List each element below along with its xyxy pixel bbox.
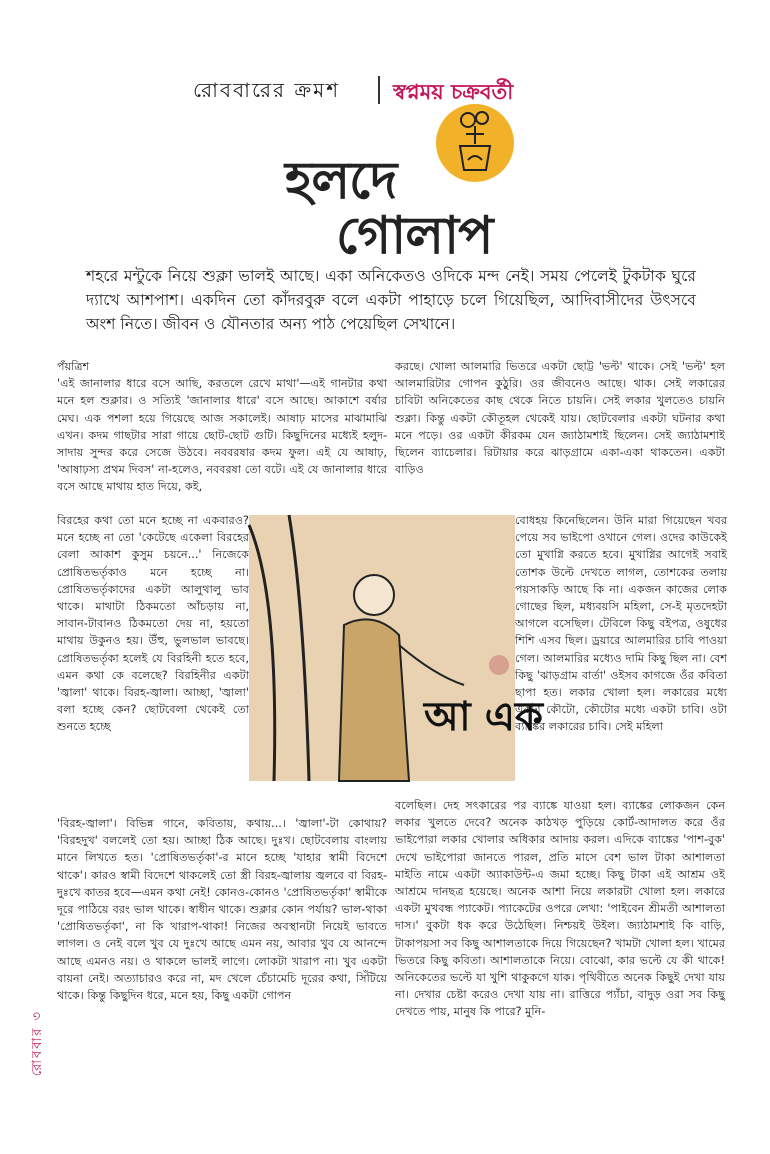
- flower-pot-emblem: [436, 104, 514, 182]
- series-label: রোববারের ক্রমশ: [193, 78, 341, 102]
- column-left-bottom: [57, 815, 387, 1004]
- author-name: স্বপ্নময় চক্রবর্তী: [393, 80, 514, 104]
- story-illustration: [249, 515, 543, 781]
- column-left-top: [57, 358, 387, 496]
- paragraph: করছে। খোলা আলমারি ভিতরে একটা ছোট্ট 'ভল্ট' থাকে। সেই 'ভল্ট' হল আলমারিটার গোপন কুঠুরি। ওর জীবনেও আছে। থাক। সেই লকারের চাবিটা অনিকেতের কাছ থেকে নিতে চায়নি। সেই লকার খুলতেও চায়নি শুক্লা। কিন্তু একটা কৌতূহল থেকেই যায়। ছোটবেলার একটা ঘটনার কথা মনে পড়ে। ওর একটা কীরকম যেন জ্যাঠামশাই ছিলেন। সেই জ্যাঠামশাই ছিলেন ব্যাচেলার। রিটায়ার করে ঝাড়গ্রামে একা-একা থাকতেন। একটা বাড়িও: [395, 360, 725, 477]
- paragraph: বোধহয় কিনেছিলেন। উনি মারা গিয়েছেন খবর পেয়ে সব ভাইপো ওখানে গেল। ওদের কাউকেই তো মুখাগ্নি করতে হবে। মুখাগ্নির আগেই সবাই তোশক উল্টে দেখতে লাগল, তোশকের তলায় পয়সাকড়ি আছে কি না। একজন কাজের লোক গোছের ছিল, মধ্যবয়সি মহিলা, সে-ই মৃতদেহটা আগলে বসেছিল। টেবিলে কিছু বইপত্র, ওষুধের শিশি এসব ছিল। ড্রয়ারে আলমারির চাবি পাওয়া গেল। আলমারির মধ্যেও দামি কিছু ছিল না। বেশ কিছু 'ঝাড়গ্রাম বার্তা' ওইসব কাগজে ওঁর কবিতা ছাপা হত। লকার খোলা হল। লকারের মধ্যে একটা কৌটো, কৌটোর মধ্যে একটা চাবি। ওটা ব্যাঙ্কের লকারের চাবি। সেই মহিলা: [515, 514, 727, 734]
- column-right-top: [395, 358, 725, 478]
- paragraph: 'বিরহ-জ্বালা'। বিভিন্ন গানে, কবিতায়, কথায়...। 'জ্বালা'-টা কোথায়? 'বিরহদুখ' বললেই তো হয়। আচ্ছা ঠিক আছে। দুঃখ। ছোটবেলায় বাংলায় মানে লিখতে হত। 'প্রোষিতভর্তৃকা'-র মানে হচ্ছে 'যাহার স্বামী বিদেশে থাকে'। কারও স্বামী বিদেশে থাকলেই তো স্ত্রী বিরহ-জ্বালায় জ্বলবে বা বিরহ-দুঃখে কাতর হবে—এমন কথা নেই! কোনও-কোনও 'প্রোষিতভর্তৃকা' স্বামীকে দূরে পাঠিয়ে বরং ভাল থাকে। স্বাধীন থাকে। শুক্লার কোন পর্যায়? ভাল-থাকা 'প্রোষিতভর্তৃকা', না কি খারাপ-থাকা! নিজের অবস্থানটা নিয়েই ভাবতে লাগল। ও নেই বলে খুব যে দুঃখে আছে এমন নয়, আবার খুব যে আনন্দে আছে এমনও নয়। ও থাকলে ভালই লাগে। লোকটা খারাপ না। খুব একটা বায়না নেই। অত্যাচারও করে না, মদ খেলে চেঁচামেচি দূরের কথা, সিঁটিয়ে থাকে। কিন্তু কিছুদিন ধরে, মনে হয়, কিছু একটা গোপন: [57, 817, 387, 1003]
- header-divider: [378, 76, 380, 104]
- page-number-label: রোববার ৩: [30, 1010, 45, 1077]
- intro-paragraph: শহরে মন্টুকে নিয়ে শুক্লা ভালই আছে। একা অনিকেতও ওদিকে মন্দ নেই। সময় পেলেই টুকটাক ঘুরে দ্যাখে আশপাশ। একদিন তো কাঁদরবুরু বলে একটা পাহাড়ে চলে গিয়েছিল, আদিবাসীদের উৎসবে অংশ নিতে। জীবন ও যৌনতার অন্য পাঠ পেয়েছিল সেখানে।: [86, 267, 696, 333]
- paragraph: 'এই জানালার ধারে বসে আছি, করতলে রেখে মাথা'—এই গানটার কথা মনে হল শুক্লার। ও সত্যিই 'জানালার ধারে' বসে আছে। আকাশে বর্ষার মেঘ। এক পশলা হয়ে গিয়েছে আজ সকালেই। আষাঢ় মাসের মাঝামাঝি এখন। কদম গাছটার সারা গায়ে ছোট-ছোট গুটি। কিছুদিনের মধ্যেই হলুদ-সাদায় সুন্দর করে সেজে উঠবে। নববরষার কদম ফুল। এই যে আষাঢ়, 'আষাঢ়স্য প্রথম দিবস' না-হলেও, নববরষা তো বটে। এই যে জানালার ধারে বসে আছে মাথায় হাত দিয়ে, কই,: [57, 377, 387, 494]
- chapter-number: পঁয়ত্রিশ: [57, 360, 90, 373]
- paragraph: বলেছিল। দেহ সৎকারের পর ব্যাঙ্কে যাওয়া হল। ব্যাঙ্কের লোকজন কেন লকার খুলতে দেবে? অনেক কাঠখড় পুড়িয়ে কোর্ট-আদালত করে ওঁর ভাইপোরা লকার খোলার অধিকার আদায় করল। এদিকে ব্যাঙ্কের 'পাশ-বুক' দেখে ভাইপোরা জানতে পারল, প্রতি মাসে বেশ ভাল টাকা আশালতা মাইতি নামে একটা অ্যাকাউন্ট-এ জমা হচ্ছে। কিছু টাকা এই আশ্রম ওই আশ্রমে দানছত্র হয়েছে। অনেক আশা নিয়ে লকারটা খোলা হল। লকারে একটা মুখবন্ধ প্যাকেট। প্যাকেটের ওপরে লেখা: 'পাইবেন শ্রীমতী আশালতা দাস।' বুকটা ধক করে উঠেছিল। নিশ্চয়ই উইল। জ্যাঠামশাই কি বাড়ি, টাকাপয়সা সব কিছু আশালতাকে দিয়ে গিয়েছেন? খামটা খোলা হল। খামের ভিতরে কিছু কবিতা। আশালতাকে নিয়ে। বোঝো, কার ভল্টে যে কী থাকে! অনিকেতের ভল্টে যা খুশি থাকুকগে যাক। পৃথিবীতে অনেক কিছুই দেখা যায় না। দেখার চেষ্টা করেও দেখা যায় না। রাত্তিরে প্যাঁচা, বাদুড় ওরা সব কিছু দেখতে পায়, মানুষ কি পারে? মুনি-: [395, 799, 725, 1019]
- title-line-1: হলদে: [285, 151, 397, 211]
- title-line-2: গোলাপ: [336, 206, 493, 266]
- paragraph: বিরহের কথা তো মনে হচ্ছে না একবারও? মনে হচ্ছে না তো 'কেটেছে একেলা বিরহের বেলা আকাশ কুসুম চয়নে...' নিজেকে প্রোষিতভর্তৃকাও মনে হচ্ছে না। প্রোষিতভর্তৃকাদের একটা আলুথালু ভাব থাকে। মাথাটা ঠিকমতো আঁচড়ায় না, সাবান-টাবানও ঠিকমতো দেয় না, হয়তো মাথায় উকুনও হয়। উঁহু, ভুলভাল ভাবছে। প্রোষিতভর্তৃকা হলেই যে বিরহিনী হতে হবে, এমন কথা কে বলেছে? বিরহিনীর একটা 'জ্বালা' থাকে। বিরহ-জ্বালা। আচ্ছা, 'জ্বালা' বলা হচ্ছে কেন? ছোটবেলা থেকেই তো শুনতে হচ্ছে: [57, 514, 249, 734]
- column-right-bottom: [395, 797, 725, 1021]
- column-right-narrow: [515, 512, 727, 736]
- illustration-text: আ এক: [424, 694, 543, 740]
- column-left-narrow: [57, 512, 249, 736]
